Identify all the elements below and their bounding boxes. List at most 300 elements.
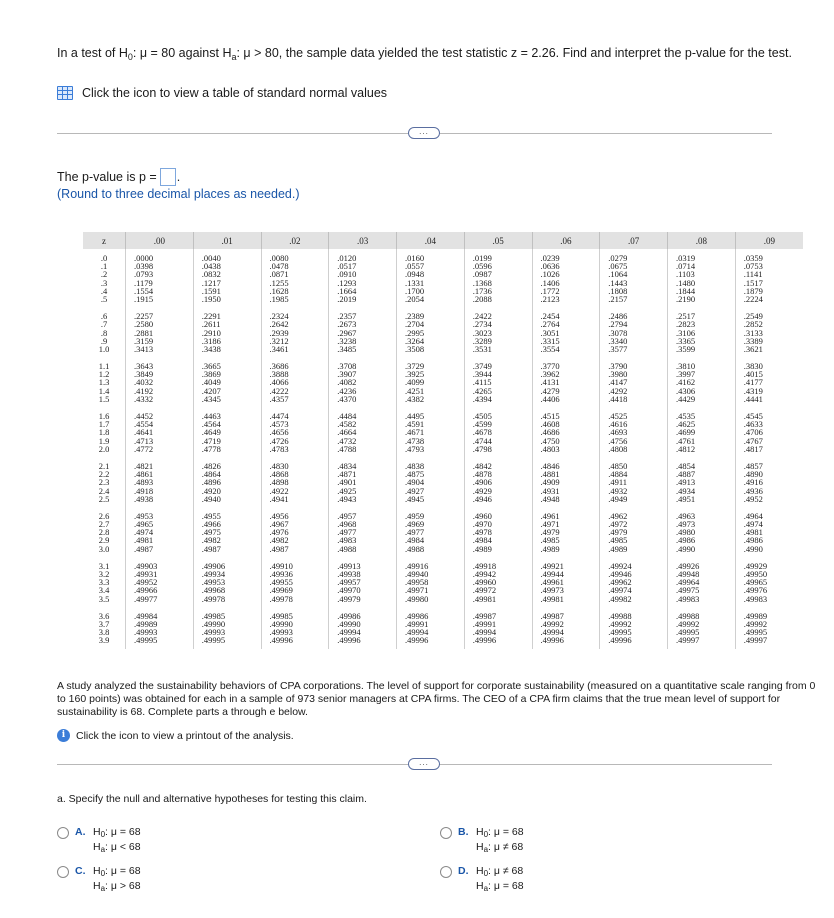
- probability-value: .0832: [201, 269, 221, 280]
- info-icon[interactable]: i: [57, 729, 70, 742]
- probability-value: .1591: [201, 285, 221, 296]
- probability-value: .2486: [608, 311, 628, 322]
- probability-value: .0636: [540, 261, 560, 272]
- probability-cell: [193, 457, 261, 507]
- probability-value: .4817: [743, 443, 763, 454]
- probability-cell: [261, 307, 329, 357]
- probability-value: .1772: [540, 285, 560, 296]
- probability-value: .4656: [269, 427, 289, 438]
- probability-value: .0714: [676, 261, 696, 272]
- probability-value: .1736: [472, 285, 492, 296]
- probability-value: .4854: [676, 460, 696, 471]
- probability-value: .4767: [743, 435, 763, 446]
- probability-value: .4495: [405, 411, 425, 421]
- option-c-radio[interactable]: [57, 866, 69, 878]
- probability-value: .4898: [269, 477, 289, 488]
- probability-value: .3749: [472, 361, 492, 372]
- probability-cell: [193, 607, 261, 649]
- probability-value: .3665: [201, 361, 221, 372]
- probability-value: .49996: [472, 635, 497, 646]
- probability-value: .4394: [472, 393, 492, 404]
- z-table-header: .09: [735, 232, 803, 249]
- probability-cell: [261, 457, 329, 507]
- probability-cell: [126, 457, 194, 507]
- probability-value: .0120: [337, 253, 357, 263]
- probability-value: .4441: [743, 393, 763, 404]
- probability-value: .4826: [201, 460, 221, 471]
- probability-value: .4319: [743, 385, 763, 396]
- probability-value: .4956: [269, 510, 289, 521]
- probability-cell: [464, 357, 532, 407]
- z-value: .6: [100, 311, 108, 322]
- probability-value: .4793: [405, 443, 425, 454]
- probability-cell: [600, 357, 668, 407]
- probability-value: .49992: [676, 618, 700, 629]
- probability-value: .4922: [269, 485, 289, 496]
- probability-value: .1879: [743, 285, 763, 296]
- z-value: 2.0: [98, 443, 110, 454]
- probability-value: .1293: [337, 277, 357, 288]
- probability-value: .49946: [608, 569, 632, 579]
- probability-value: .3907: [337, 369, 357, 380]
- probability-value: .4963: [676, 510, 696, 521]
- probability-cell: [126, 557, 194, 607]
- probability-value: .4964: [743, 510, 763, 521]
- probability-value: .4977: [405, 527, 425, 538]
- z-value: .7: [100, 319, 108, 330]
- probability-cell: [735, 457, 803, 507]
- probability-value: .1664: [337, 285, 357, 296]
- study-description: A study analyzed the sustainability behaviors of CPA corporations. The level of support for corporate sustainability (measured on a quantitative scale ranging from 0 to 160 points) was obtained for each in a sample of 973 senior managers at CPA firms. The CEO of a CPA firm claims that the true mean level of support for sustainability is 68. Complete parts a through e below.: [57, 680, 816, 718]
- probability-value: .0160: [405, 253, 425, 263]
- probability-value: .1950: [201, 293, 221, 304]
- z-value: .5: [100, 293, 108, 304]
- probability-cell: [600, 557, 668, 607]
- z-value: 2.7: [98, 519, 110, 530]
- probability-value: .4980: [676, 527, 696, 538]
- probability-value: .4945: [405, 493, 425, 504]
- probability-value: .4925: [337, 485, 357, 496]
- probability-value: .4965: [134, 519, 154, 530]
- probability-cell: [126, 357, 194, 407]
- probability-value: .4515: [540, 411, 560, 421]
- probability-value: .4989: [608, 543, 628, 554]
- probability-cell: [735, 607, 803, 649]
- probability-value: .4960: [472, 510, 492, 521]
- probability-value: .0753: [743, 261, 763, 272]
- probability-value: .0438: [201, 261, 221, 272]
- probability-value: .4990: [743, 543, 763, 554]
- probability-value: .3944: [472, 369, 492, 380]
- probability-value: .3106: [676, 327, 696, 338]
- probability-value: .4131: [540, 377, 560, 388]
- probability-cell: [735, 557, 803, 607]
- probability-value: .4970: [472, 519, 492, 530]
- probability-value: .4484: [337, 411, 357, 421]
- p-value-answer-input[interactable]: [160, 168, 176, 186]
- z-value: 2.1: [98, 460, 110, 471]
- probability-value: .4713: [134, 435, 154, 446]
- normal-table-link[interactable]: Click the icon to view a table of standard normal values: [57, 86, 387, 100]
- z-value: 2.9: [98, 535, 110, 546]
- probability-value: .0199: [472, 253, 492, 263]
- probability-value: .4357: [269, 393, 289, 404]
- z-value-cell: [83, 357, 126, 407]
- probability-value: .4678: [472, 427, 492, 438]
- probability-value: .3438: [201, 343, 221, 354]
- probability-value: .4959: [405, 510, 425, 521]
- probability-value: .3186: [201, 335, 221, 346]
- probability-value: .4893: [134, 477, 154, 488]
- probability-value: .2357: [337, 311, 357, 322]
- probability-value: .4474: [269, 411, 289, 421]
- probability-value: .4901: [337, 477, 357, 488]
- probability-cell: [464, 307, 532, 357]
- probability-value: .4808: [608, 443, 628, 454]
- probability-value: .4979: [608, 527, 628, 538]
- probability-value: .4834: [337, 460, 357, 471]
- probability-value: .4948: [540, 493, 560, 504]
- probability-value: .49974: [608, 585, 632, 596]
- probability-value: .4972: [608, 519, 628, 530]
- probability-value: .1915: [134, 293, 154, 304]
- probability-cell: [397, 607, 465, 649]
- probability-value: .4265: [472, 385, 492, 396]
- probability-value: .0948: [405, 269, 425, 280]
- z-value: .0: [100, 253, 108, 263]
- probability-cell: [397, 357, 465, 407]
- probability-value: .4744: [472, 435, 492, 446]
- probability-value: .2939: [269, 327, 289, 338]
- probability-cell: [193, 249, 261, 307]
- probability-value: .3925: [405, 369, 425, 380]
- probability-cell: [126, 607, 194, 649]
- probability-value: .4641: [134, 427, 154, 438]
- probability-value: .3830: [743, 361, 763, 372]
- z-table-row-group: [83, 307, 803, 357]
- probability-value: .4951: [676, 493, 696, 504]
- probability-value: .49910: [269, 560, 293, 571]
- probability-value: .4904: [405, 477, 425, 488]
- probability-value: .49981: [472, 593, 497, 604]
- probability-value: .49988: [608, 610, 632, 621]
- probability-cell: [193, 557, 261, 607]
- probability-value: .1255: [269, 277, 289, 288]
- probability-cell: [668, 607, 736, 649]
- probability-value: .4545: [743, 411, 763, 421]
- probability-value: .1103: [676, 269, 695, 280]
- probability-value: .4803: [540, 443, 560, 454]
- z-value: 1.3: [98, 377, 110, 388]
- probability-value: .3962: [540, 369, 560, 380]
- z-value: 3.4: [98, 585, 110, 596]
- probability-value: .3078: [608, 327, 628, 338]
- probability-value: .4949: [608, 493, 628, 504]
- probability-value: .3159: [134, 335, 154, 346]
- probability-value: .4406: [540, 393, 560, 404]
- probability-value: .4554: [134, 419, 154, 430]
- z-value-cell: [83, 507, 126, 557]
- probability-value: .4616: [608, 419, 628, 430]
- probability-value: .49995: [134, 635, 158, 646]
- z-table-header: .04: [397, 232, 465, 249]
- probability-value: .49934: [201, 569, 226, 579]
- probability-value: .49903: [134, 560, 158, 571]
- probability-value: .49944: [540, 569, 564, 579]
- probability-value: .2088: [472, 293, 492, 304]
- z-table-header: .07: [600, 232, 668, 249]
- probability-value: .0398: [134, 261, 154, 272]
- probability-value: .49996: [269, 635, 293, 646]
- probability-value: .4982: [269, 535, 289, 546]
- expand-more-button-2[interactable]: ...: [408, 758, 440, 770]
- probability-value: .4936: [743, 485, 763, 496]
- probability-value: .4846: [540, 460, 560, 471]
- z-value-cell: [83, 249, 126, 307]
- probability-value: .3340: [608, 335, 628, 346]
- probability-value: .0793: [134, 269, 154, 280]
- probability-cell: [464, 557, 532, 607]
- probability-value: .4633: [743, 419, 763, 430]
- probability-value: .49992: [608, 618, 632, 629]
- probability-value: .4957: [337, 510, 357, 521]
- probability-value: .1517: [743, 277, 763, 288]
- z-value: .9: [100, 335, 108, 346]
- probability-value: .4918: [134, 485, 154, 496]
- question-1-text: In a test of $H_0$: μ = 80 against $H_a$: μ > 80, the sample data yielded the test statistic z = 2.26. Find and interpret the p-value for the test.: [57, 46, 792, 62]
- probability-value: .4920: [201, 485, 221, 496]
- probability-value: .2517: [676, 311, 696, 322]
- probability-value: .4934: [676, 485, 696, 496]
- probability-value: .2549: [743, 311, 763, 322]
- probability-value: .3997: [676, 369, 696, 380]
- expand-more-button[interactable]: ...: [408, 127, 440, 139]
- probability-value: .4147: [608, 377, 628, 388]
- option-b[interactable]: B. $H_0$: μ = 68 $H_a$: μ ≠ 68: [440, 826, 524, 856]
- probability-value: .3554: [540, 343, 560, 354]
- probability-value: .4463: [201, 411, 221, 421]
- probability-value: .4982: [201, 535, 221, 546]
- probability-value: .0517: [337, 261, 357, 272]
- z-value: 2.5: [98, 493, 110, 504]
- probability-value: .4582: [337, 419, 357, 430]
- probability-value: .4984: [405, 535, 425, 546]
- probability-value: .49953: [201, 577, 226, 588]
- z-value: 1.6: [98, 411, 110, 421]
- option-d-radio[interactable]: [440, 866, 452, 878]
- probability-value: .4082: [337, 377, 357, 388]
- probability-cell: [261, 607, 329, 649]
- probability-value: .4989: [540, 543, 560, 554]
- z-table-header: .05: [464, 232, 532, 249]
- probability-value: .4961: [540, 510, 560, 521]
- probability-value: .2764: [540, 319, 560, 330]
- probability-cell: [735, 307, 803, 357]
- probability-value: .4345: [201, 393, 221, 404]
- probability-value: .4988: [337, 543, 357, 554]
- probability-value: .1406: [540, 277, 560, 288]
- probability-value: .4929: [472, 485, 492, 496]
- probability-value: .1179: [134, 277, 153, 288]
- z-value: 1.9: [98, 435, 110, 446]
- probability-cell: [193, 407, 261, 457]
- probability-cell: [600, 457, 668, 507]
- probability-value: .4984: [472, 535, 492, 546]
- probability-value: .4962: [608, 510, 628, 521]
- probability-value: .2054: [405, 293, 425, 304]
- probability-value: .3849: [134, 369, 154, 380]
- probability-value: .49940: [405, 569, 429, 579]
- probability-cell: [126, 407, 194, 457]
- probability-cell: [329, 607, 397, 649]
- probability-value: .49996: [608, 635, 632, 646]
- probability-cell: [329, 357, 397, 407]
- probability-value: .4279: [540, 385, 560, 396]
- probability-cell: [329, 407, 397, 457]
- probability-cell: [735, 507, 803, 557]
- z-value: 2.3: [98, 477, 110, 488]
- probability-value: .1064: [608, 269, 628, 280]
- probability-value: .2704: [405, 319, 425, 330]
- probability-value: .4699: [676, 427, 696, 438]
- probability-cell: [668, 307, 736, 357]
- probability-value: .49996: [337, 635, 361, 646]
- probability-value: .49996: [540, 635, 564, 646]
- probability-value: .1808: [608, 285, 628, 296]
- probability-value: .49981: [540, 593, 564, 604]
- probability-value: .3485: [337, 343, 357, 354]
- probability-value: .49989: [134, 618, 158, 629]
- option-a-radio[interactable]: [57, 827, 69, 839]
- rounding-hint: (Round to three decimal places as needed.): [57, 187, 300, 201]
- probability-value: .0239: [540, 253, 560, 263]
- probability-value: .49994: [472, 627, 497, 638]
- z-value-cell: [83, 457, 126, 507]
- probability-cell: [193, 307, 261, 357]
- z-table-row-group: [83, 407, 803, 457]
- z-value: 2.6: [98, 510, 110, 521]
- z-table-header: .03: [329, 232, 397, 249]
- probability-value: .49926: [676, 560, 700, 571]
- probability-value: .49987: [540, 610, 564, 621]
- probability-value: .49936: [269, 569, 293, 579]
- z-table-header: .08: [668, 232, 736, 249]
- probability-value: .4943: [337, 493, 357, 504]
- probability-cell: [329, 557, 397, 607]
- z-value: 1.2: [98, 369, 110, 380]
- probability-value: .49982: [608, 593, 632, 604]
- z-value: 3.0: [98, 543, 110, 554]
- z-table-row-group: [83, 457, 803, 507]
- standard-normal-table: [83, 232, 803, 649]
- probability-value: .4015: [743, 369, 763, 380]
- z-table-row-group: [83, 249, 803, 307]
- probability-cell: [532, 407, 600, 457]
- probability-value: .49988: [676, 610, 700, 621]
- option-a[interactable]: A. $H_0$: μ = 68 $H_a$: μ < 68: [57, 826, 141, 856]
- probability-value: .49986: [405, 610, 429, 621]
- probability-value: .4985: [608, 535, 628, 546]
- z-value-cell: [83, 557, 126, 607]
- probability-value: .4649: [201, 427, 221, 438]
- probability-value: .3770: [540, 361, 560, 372]
- probability-cell: [600, 507, 668, 557]
- probability-cell: [532, 607, 600, 649]
- probability-value: .49977: [134, 593, 158, 604]
- probability-value: .4968: [337, 519, 357, 530]
- probability-value: .4332: [134, 393, 154, 404]
- probability-value: .4967: [269, 519, 289, 530]
- probability-cell: [464, 407, 532, 457]
- probability-value: .1331: [405, 277, 425, 288]
- probability-value: .49952: [134, 577, 158, 588]
- probability-value: .49994: [540, 627, 564, 638]
- probability-value: .2881: [134, 327, 154, 338]
- probability-value: .4896: [201, 477, 221, 488]
- probability-value: .4981: [743, 527, 763, 538]
- probability-value: .4842: [472, 460, 492, 471]
- p-value-prompt: The p-value is p = .: [57, 170, 181, 184]
- probability-value: .4953: [134, 510, 154, 521]
- probability-value: .3708: [337, 361, 357, 372]
- probability-value: .1368: [472, 277, 492, 288]
- probability-value: .0675: [608, 261, 628, 272]
- analysis-printout-link[interactable]: i Click the icon to view a printout of the analysis.: [57, 729, 294, 742]
- probability-value: .4884: [608, 469, 628, 480]
- probability-value: .3264: [405, 335, 425, 346]
- probability-value: .2910: [201, 327, 221, 338]
- probability-value: .4236: [337, 385, 357, 396]
- probability-value: .4192: [134, 385, 154, 396]
- probability-value: .49978: [201, 593, 226, 604]
- probability-value: .4906: [472, 477, 492, 488]
- option-d[interactable]: D. $H_0$: μ ≠ 68 $H_a$: μ = 68: [440, 865, 524, 895]
- probability-value: .49962: [608, 577, 632, 588]
- probability-value: .4974: [743, 519, 763, 530]
- option-b-radio[interactable]: [440, 827, 452, 839]
- probability-value: .4986: [676, 535, 696, 546]
- table-icon[interactable]: [57, 86, 73, 100]
- probability-value: .49987: [472, 610, 497, 621]
- probability-cell: [600, 607, 668, 649]
- probability-value: .4878: [472, 469, 492, 480]
- probability-value: .0000: [134, 253, 154, 263]
- probability-value: .2967: [337, 327, 357, 338]
- probability-value: .3212: [269, 335, 289, 346]
- z-table-header: z: [83, 232, 126, 249]
- probability-value: .4909: [540, 477, 560, 488]
- probability-cell: [735, 249, 803, 307]
- probability-value: .49994: [405, 627, 429, 638]
- probability-value: .4875: [405, 469, 425, 480]
- z-value: .3: [100, 277, 108, 288]
- probability-value: .4418: [608, 393, 628, 404]
- probability-value: .4971: [540, 519, 560, 530]
- part-a-prompt: a. Specify the null and alternative hypotheses for testing this claim.: [57, 793, 367, 805]
- probability-cell: [464, 607, 532, 649]
- probability-value: .1985: [269, 293, 289, 304]
- probability-value: .3888: [269, 369, 289, 380]
- probability-value: .1844: [676, 285, 696, 296]
- probability-cell: [329, 457, 397, 507]
- probability-value: .2019: [337, 293, 357, 304]
- probability-value: .2794: [608, 319, 628, 330]
- probability-value: .2422: [472, 311, 492, 322]
- probability-value: .4940: [201, 493, 221, 504]
- probability-cell: [600, 307, 668, 357]
- z-value: 2.8: [98, 527, 110, 538]
- option-c[interactable]: C. $H_0$: μ = 68 $H_a$: μ > 68: [57, 865, 141, 895]
